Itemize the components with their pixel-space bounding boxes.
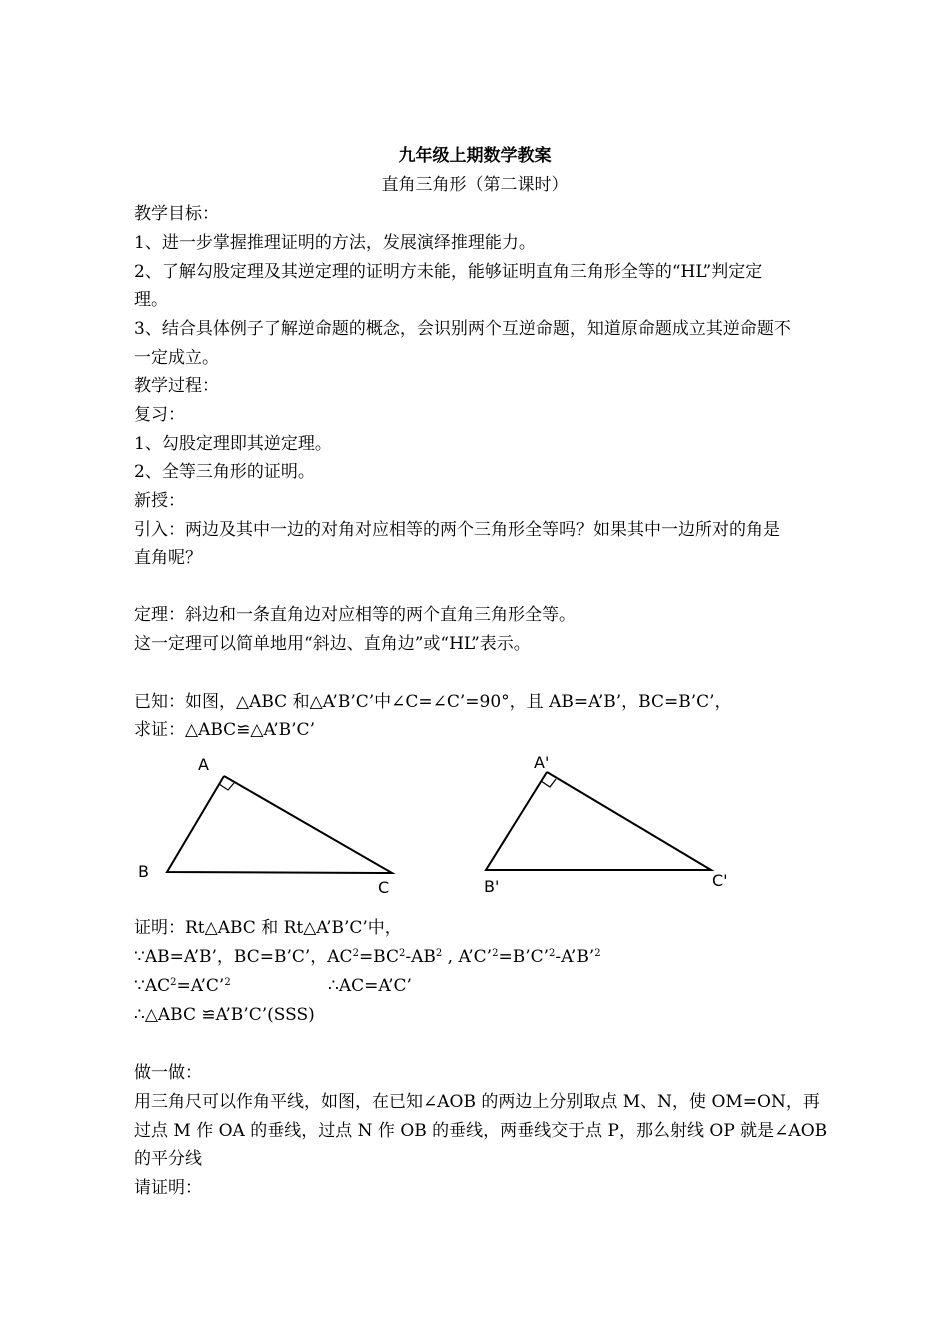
proof-line-3-part1: ∵AC — [134, 976, 171, 996]
activity-heading: 做一做： — [134, 1063, 202, 1083]
superscript: 2 — [492, 948, 499, 959]
superscript: 2 — [594, 948, 601, 959]
theorem-statement: 定理：斜边和一条直角边对应相等的两个直角三角形全等。 — [134, 605, 576, 625]
proof-line-3-part2: =A’C’ — [176, 976, 225, 996]
review-item-2: 2、全等三角形的证明。 — [134, 462, 315, 482]
label-b: B — [138, 862, 149, 881]
objective-2-line1: 2、了解勾股定理及其逆定理的证明方未能，能够证明直角三角形全等的“HL”判定定 — [134, 262, 763, 282]
proof-line-2-part3: -AB — [405, 947, 436, 967]
label-a: A — [198, 755, 209, 774]
superscript: 2 — [435, 948, 443, 959]
triangle-abc-prime-figure — [470, 750, 750, 900]
prove-statement: 求证：△ABC≌△A’B’C’ — [134, 720, 315, 740]
right-angle-mark-a — [219, 783, 234, 790]
proof-line-2-part6: -A’B’ — [555, 947, 595, 967]
triangle-abc-prime-outline — [486, 772, 711, 870]
given-statement: 已知：如图，△ABC 和△A’B’C’中∠C=∠C’=90°，且 AB=A’B’，BC=B’C’， — [134, 692, 732, 712]
label-c-prime: C' — [712, 871, 728, 890]
proof-line-2 — [134, 943, 874, 972]
label-b-prime: B' — [484, 877, 500, 896]
triangle-abc-outline — [167, 776, 392, 873]
superscript: 2 — [170, 977, 177, 988]
objective-3-line1: 3、结合具体例子了解逆命题的概念，会识别两个互逆命题，知道原命题成立其逆命题不 — [134, 319, 791, 339]
new-lesson-heading: 新授： — [134, 491, 185, 511]
proof-line-3-conclusion: ∴AC=A’C’ — [328, 976, 412, 996]
process-heading: 教学过程： — [134, 376, 219, 396]
document-title: 九年级上期数学教案 — [398, 146, 552, 166]
label-c: C — [378, 878, 390, 897]
document-subtitle: 直角三角形（第二课时） — [381, 175, 569, 195]
superscript: 2 — [399, 948, 406, 959]
activity-text-line3: 的平分线 — [134, 1149, 202, 1169]
label-a-prime: A' — [534, 753, 550, 772]
intro-line1: 引入：两边及其中一边的对角对应相等的两个三角形全等吗？如果其中一边所对的角是 — [134, 520, 780, 540]
review-item-1: 1、勾股定理即其逆定理。 — [134, 434, 332, 454]
right-angle-mark-a-prime — [541, 779, 556, 787]
proof-line-2-part4: , A’C’ — [442, 947, 493, 967]
activity-text-line1: 用三角尺可以作角平线，如图，在已知∠AOB 的两边上分别取点 M、N，使 OM=ON，再 — [134, 1092, 820, 1112]
proof-line-4: ∴△ABC ≌A’B’C’(SSS) — [134, 1005, 315, 1025]
proof-line-2-part1: ∵AB=A’B’，BC=B’C’，AC — [134, 947, 353, 967]
review-heading: 复习： — [134, 405, 185, 425]
theorem-note: 这一定理可以简单地用“斜边、直角边”或“HL”表示。 — [134, 634, 531, 654]
proof-line-1: 证明：Rt△ABC 和 Rt△A’B’C’中， — [134, 918, 402, 938]
activity-prompt: 请证明： — [134, 1178, 202, 1198]
superscript: 2 — [549, 948, 556, 959]
activity-text-line2: 过点 M 作 OA 的垂线，过点 N 作 OB 的垂线，两垂线交于点 P，那么射线 OP 就是∠AOB — [134, 1121, 828, 1141]
objective-1: 1、进一步掌握推理证明的方法，发展演绎推理能力。 — [134, 233, 536, 253]
proof-line-2-part2: =BC — [358, 947, 399, 967]
superscript: 2 — [224, 977, 231, 988]
intro-line2: 直角呢？ — [134, 548, 202, 568]
proof-line-2-part5: =B’C’ — [498, 947, 550, 967]
superscript: 2 — [352, 948, 359, 959]
objectives-heading: 教学目标： — [134, 204, 219, 224]
objective-3-line2: 一定成立。 — [134, 348, 219, 368]
triangle-abc-figure — [130, 750, 410, 900]
objective-2-line2: 理。 — [134, 290, 168, 310]
